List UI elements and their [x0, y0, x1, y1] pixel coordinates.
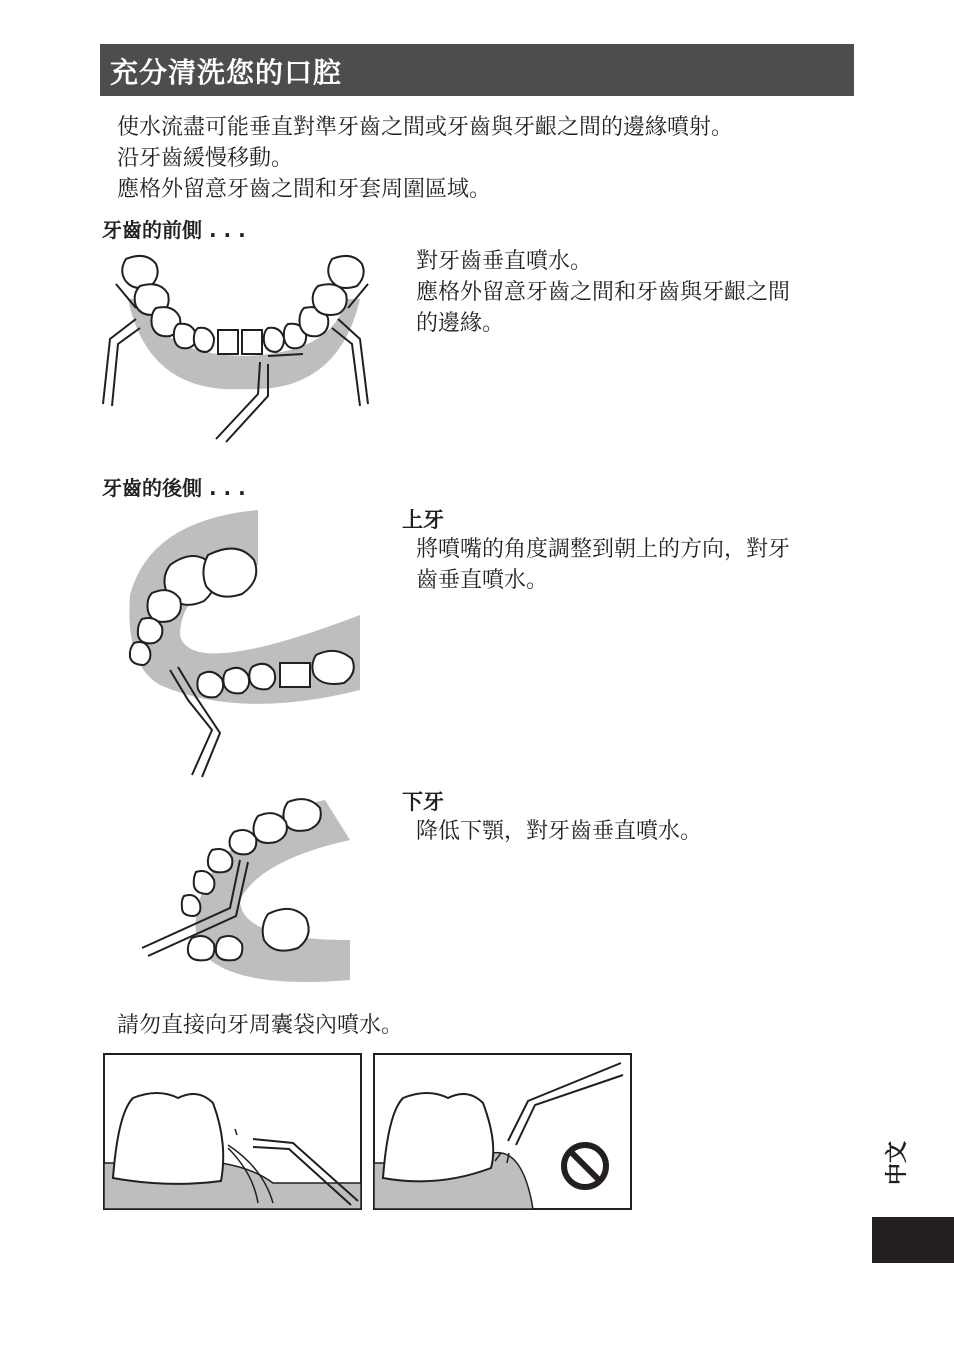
back-teeth-label: 牙齒的後側 . . . — [102, 476, 246, 500]
periodontal-pocket-warning: 請勿直接向牙周囊袋內噴水。 — [117, 1013, 404, 1038]
upper-line: 將噴嘴的角度調整到朝上的方向，對牙 — [416, 537, 791, 562]
upper-teeth-illustration — [120, 505, 365, 780]
incorrect-spray-illustration — [373, 1053, 632, 1210]
front-line: 的邊緣。 — [416, 311, 505, 336]
page-title-bar — [100, 44, 854, 96]
upper-teeth-heading: 上牙 — [402, 508, 444, 532]
intro-line: 使水流盡可能垂直對準牙齒之間或牙齒與牙齦之間的邊緣噴射。 — [117, 115, 734, 140]
lower-teeth-illustration — [140, 790, 355, 985]
lower-teeth-instructions — [416, 816, 702, 847]
front-teeth-illustration — [98, 244, 388, 444]
intro-line: 沿牙齒緩慢移動。 — [117, 146, 294, 171]
lower-line: 降低下顎，對牙齒垂直噴水。 — [416, 819, 703, 844]
front-line: 應格外留意牙齒之間和牙齒與牙齦之間 — [416, 280, 791, 305]
page-title: 充分清洗您的口腔 — [110, 56, 343, 89]
front-teeth-label: 牙齒的前側 . . . — [102, 218, 246, 242]
intro-line: 應格外留意牙齒之間和牙套周圍區域。 — [117, 177, 492, 202]
upper-line: 齒垂直噴水。 — [416, 568, 549, 593]
upper-teeth-instructions — [416, 534, 790, 596]
language-tab-label: 中文 — [885, 1141, 910, 1186]
language-tab — [872, 1217, 954, 1263]
front-teeth-instructions — [416, 246, 790, 339]
lower-teeth-heading: 下牙 — [402, 790, 444, 814]
intro-paragraph — [117, 112, 733, 205]
correct-spray-illustration — [103, 1053, 362, 1210]
front-line: 對牙齒垂直噴水。 — [416, 249, 593, 274]
